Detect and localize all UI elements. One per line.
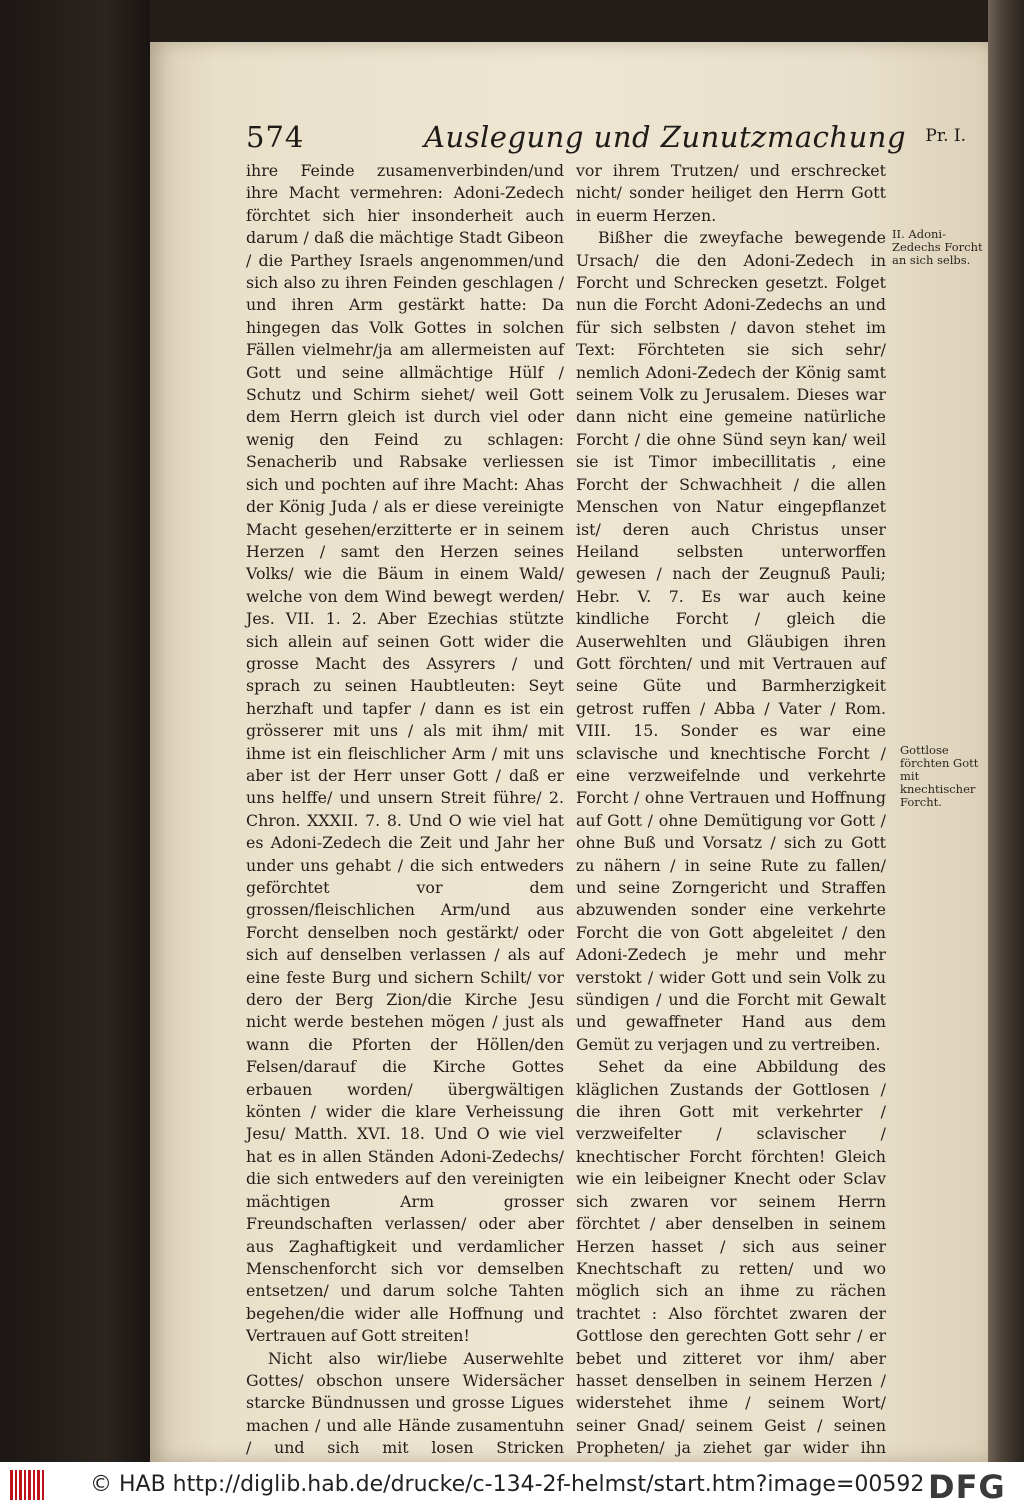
left-paragraph-1: ihre Feinde zusamenverbinden/und ihre Macht vermehren: Adoni-Zedech förchtet sich hier insonderheit auch darum / daß die mächtige Stadt Gibeon / die Parthey Israels angenommen/und sich also zu ihren Feinden geschlagen / und ihren Arm gestärkt hatte: Da hingegen das Volk Gottes in solchen Fällen vielmehr/ja am allermeisten auf Gott und seine allmächtige Hülf / Schutz und Schirm siehet/ weil Gott dem Herrn gleich ist durch viel oder wenig den Feind zu schlagen: Senacherib und Rabsake verliessen sich und pochten auf ihre Macht: Ahas der König Juda / als er diese vereinigte Macht gesehen/erzitterte er in seinem Herzen / samt den Herzen seines Volks/ wie die Bäum in einem Wald/ welche von dem Wind bewegt werden/ Jes. VII. 1. 2. Aber Ezechias stützte sich allein auf seinen Gott wider die grosse Macht des Assyrers / und sprach zu seinen Haubtleuten: Seyt herzhaft und tapfer / dann es ist ein grösserer mit uns / als mit ihm/ mit ihme ist ein fleischlicher Arm / mit uns aber ist der Herr unser Gott / daß er uns helffe/ und unsern Streit führe/ 2. Chron. XXXII. 7. 8. Und O wie viel hat es Adoni-Zedech die Zeit und Jahr her under uns gehabt / die sich entweders geförchtet vor dem grossen/fleischlichen Arm/und aus Forcht denselben noch gestärkt/ oder sich auf denselben verlassen / als auf eine feste Burg und sichern Schilt/ vor dero der Berg Zion/die Kirche Jesu nicht werde bestehen mögen / just als wann die Pforten der Höllen/den Felsen/darauf die Kirche Gottes erbauen worden/ übergwältigen könten / wider die klare Verheissung Jesu/ Matth. XVI. 18. Und O wie viel hat es in allen Ständen Adoni-Zedechs/ die sich entweders auf den vereinigten mächtigen Arm grosser Freundschaften verlassen/ oder aber aus Zaghaftigkeit und verdamlicher Menschenforcht sich vor demselben entsetzen/ und darum solche Tahten begehen/die wider alle Hoffnung und Vertrauen auf Gott streiten! xyxy=(246,161,564,1346)
dfg-logo: DFG xyxy=(928,1468,1006,1506)
right-paragraph-1: vor ihrem Trutzen/ und erschrecket nicht/ sonder heiliget den Herrn Gott in euerm Herzen. xyxy=(576,161,886,225)
book-spine-left xyxy=(0,0,150,1462)
left-paragraph-2: Nicht also wir/liebe Auserwehlte Gottes/ obschon unsere Widersächer starcke Bündnussen und grosse Ligues machen / und alle Hände zusamentuhn / und sich mit losen Stricken xyxy=(246,1348,564,1458)
right-paragraph-3: Sehet da eine Abbildung des kläglichen Zustands der Gottlosen / die ihren Gott mit verkehrter / verzweifelter / sclavischer / knechtischer Forcht förchten! Gleich wie ein leibeigner Knecht oder Sclav sich zwaren vor seinem Herrn förchtet / aber denselben in seinem Herzen hasset / sich aus seiner Knechtschaft zu retten/ und wo möglich sich an ihme zu rächen trachtet : Also förchtet zwaren der Gottlose den gerechten Gott sehr / er bebet und zitteret vor ihm/ aber hasset denselben in seinem Herzen / widerstehet ihme / seinem Wort/ seiner Gnad/ seinem Geist / seinen Propheten/ ja ziehet gar wider ihn xyxy=(576,1057,886,1458)
page-number: 574 xyxy=(246,120,305,154)
section-mark: Pr. I. xyxy=(925,126,966,146)
margin-note-2: Gottlose förchten Gott mit knechtischer Forcht. xyxy=(900,743,979,809)
scanned-page xyxy=(150,42,988,1462)
copyright-url-text[interactable]: © HAB http://diglib.hab.de/drucke/c-134-2f-helmst/start.htm?image=00592 xyxy=(90,1472,925,1497)
right-paragraph-2: Bißher die zweyfache bewegende Ursach/ die den Adoni-Zedech in Forcht und Schrecken gesetzt. Folget nun die Forcht Adoni-Zedechs an und für sich selbsten / davon stehet im Text: Förchteten sie sich sehr/ nemlich Adoni-Zedech der König samt seinem Volk zu Jerusalem. Dieses war dann nicht eine gemeine natürliche Forcht / die ohne Sünd seyn kan/ weil sie ist Timor imbecillitatis , eine Forcht der Schwachheit / die allen Menschen von Natur eingepflanzet ist/ deren auch Christus unser Heiland selbsten unterworffen gewesen / nach der Zeugnuß Pauli; Hebr. V. 7. Es war auch keine kindliche Forcht / gleich die Auserwehlten und Gläubigen ihren Gott förchten/ und mit Vertrauen auf seine Güte und Barmherzigkeit getrost ruffen / Abba / Vater / Rom. VIII. 15. Sonder es war eine sclavische und knechtische Forcht / eine verzweifelnde und verkehrte Forcht / ohne Vertrauen und Hoffnung auf Gott / ohne Demütigung vor Gott / ohne Buß und Vorsatz / sich zu Gott zu nähern / in seine Rute zu fallen/ und seine Zorngericht und Straffen abzuwenden sonder eine verkehrte Forcht die von Gott abgeleitet / den Adoni-Zedech je mehr und mehr verstokt / wider Gott und sein Volk zu sündigen / und die Forcht mit Gewalt und gewaffneter Hand aus dem Gemüt zu verjagen und zu vertreiben. xyxy=(576,228,886,1054)
right-text-column xyxy=(576,160,886,1462)
barcode-icon xyxy=(10,1470,44,1500)
page-header xyxy=(246,120,966,160)
running-title: Auslegung und Zunutzmachung xyxy=(424,120,907,154)
margin-note-1: II. Adoni-Zedechs Forcht an sich selbs. xyxy=(892,227,983,267)
footer-bar xyxy=(0,1462,1024,1510)
left-text-column xyxy=(246,160,564,1462)
book-edge-right xyxy=(988,0,1024,1462)
